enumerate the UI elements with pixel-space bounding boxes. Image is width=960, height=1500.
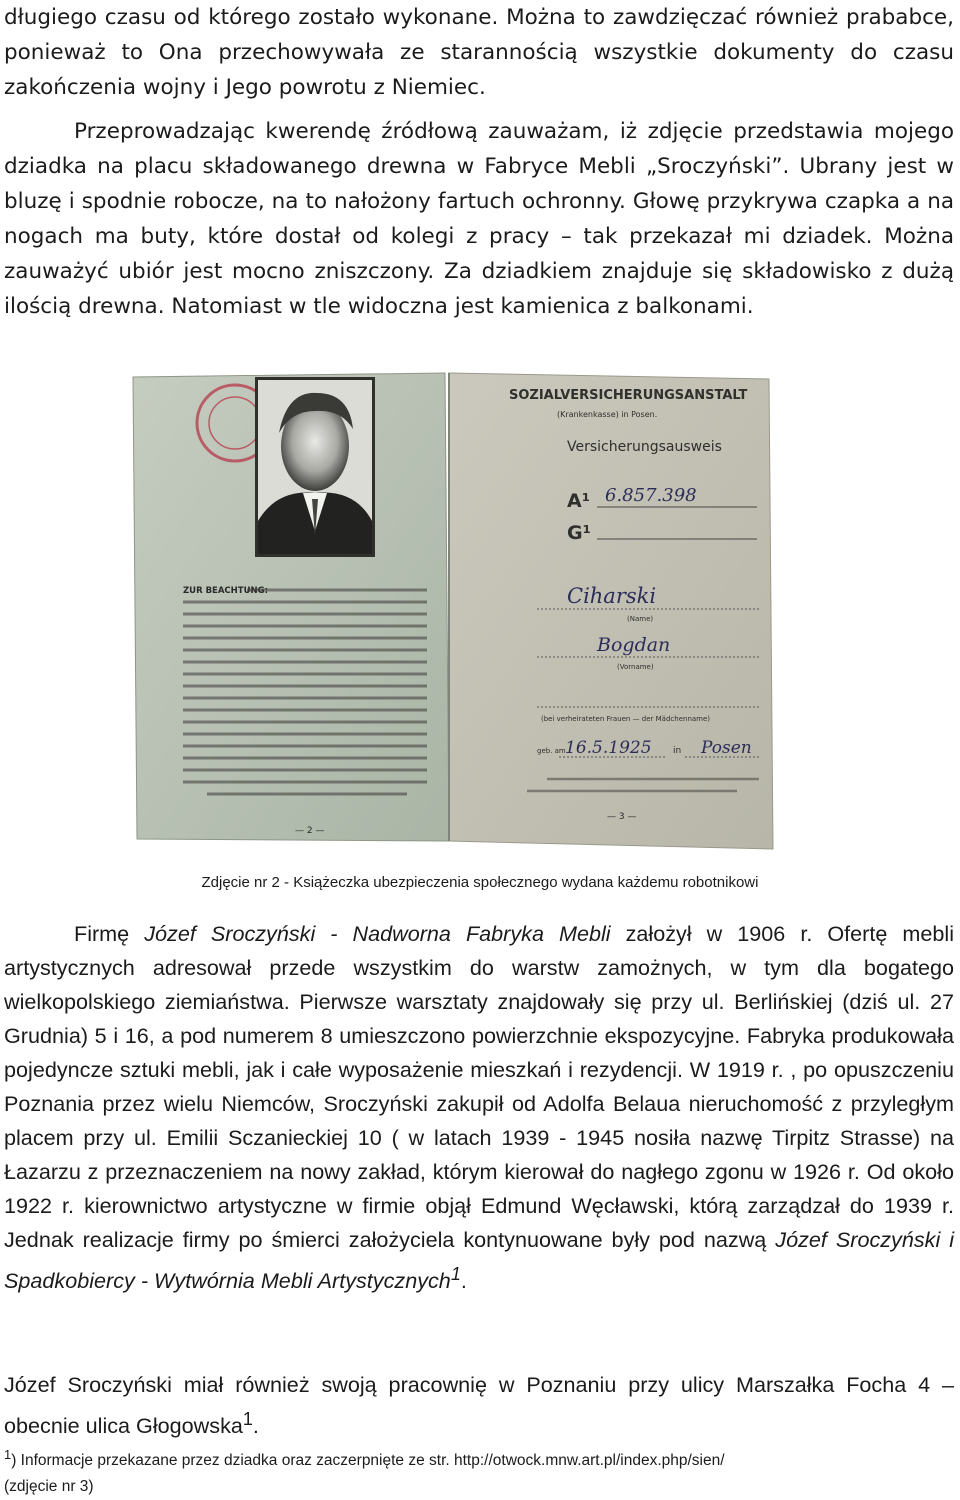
history-paragraph [4, 917, 954, 1298]
page-number-left: — 2 — [295, 826, 325, 836]
company-successor-name: Józef Sroczyński i Spadkobiercy - Wytwórnia Mebli Artystycznych [4, 1227, 954, 1294]
sentence: Głowę przykrywa czapka a na nogach ma buty, które dostał od kolegi z pracy – tak przekazał mi dziadek. [4, 189, 954, 249]
field-g-label: G¹ [567, 522, 591, 544]
photo-reference: (zdjęcie nr 3) [4, 1478, 94, 1496]
notice-heading: ZUR BEACHTUNG: [183, 586, 268, 596]
maiden-label: (bei verheirateten Frauen — der Mädchenname) [541, 715, 711, 723]
field-a-value: 6.857.398 [605, 485, 697, 506]
footnote [4, 1442, 954, 1500]
photo-description-paragraph [4, 114, 954, 324]
firstname-label: (Vorname) [617, 663, 654, 671]
figure-caption: Zdjęcie nr 2 - Książeczka ubezpieczenia społecznego wydana każdemu robotnikowi [201, 874, 759, 891]
footnote-ref: 1 [242, 1409, 253, 1429]
sentence: Natomiast w tle widoczna jest kamienica z balkonami. [171, 294, 754, 319]
surname-value: Ciharski [567, 584, 657, 608]
insurance-booklet-image [127, 371, 777, 851]
sentence: Ubrany jest w bluzę i spodnie robocze, na to nałożony fartuch ochronny. [4, 154, 954, 214]
sentence: Za dziadkiem znajduje się składowisko z dużą ilością drewna. [4, 259, 954, 319]
sentence: Można zauważyć ubiór jest mocno zniszczony. [4, 224, 955, 284]
footnote-ref: 1 [450, 1264, 461, 1284]
birth-in-label: in [673, 746, 682, 756]
company-name: Józef Sroczyński - Nadworna Fabryka Mebli [144, 921, 611, 946]
booklet-drawing [127, 371, 777, 851]
form-header: SOZIALVERSICHERUNGSANSTALT [509, 388, 748, 403]
birth-label: geb. am [537, 747, 566, 755]
workshop-paragraph [4, 1368, 954, 1443]
sentence: Przeprowadzając kwerendę źródłową zauważam, iż zdjęcie przedstawia mojego dziadka na placu składowanego drewna w Fabryce Mebli „Sroczyński”. [4, 119, 954, 179]
page-number-right: — 3 — [607, 812, 637, 822]
text-run: Firmę [74, 921, 130, 946]
form-subheader: (Krankenkasse) in Posen. [557, 410, 658, 419]
intro-paragraph: długiego czasu od którego zostało wykonane. Można to zawdzięczać również prababce, ponieważ to Ona przechowywała ze starannością wszystkie dokumenty do czasu zakończenia wojny i Jego powrotu z Niemiec. [4, 5, 954, 100]
text-run: . [252, 1413, 259, 1439]
surname-label: (Name) [627, 615, 654, 623]
portrait-photo [255, 377, 375, 557]
firstname-value: Bogdan [597, 634, 671, 656]
form-title: Versicherungsausweis [567, 439, 722, 455]
footnote-text: ) Informacje przekazane przez dziadka oraz zaczerpnięte ze str. http://otwock.mnw.art.pl/index.php/sien/ [11, 1452, 725, 1470]
text-run: Józef Sroczyński miał również swoją pracownię w Poznaniu przy ulicy Marszałka Focha 4 – obecnie ulica Głogowska [4, 1372, 954, 1439]
footnote-mark: 1 [4, 1447, 12, 1462]
text-run: założył w 1906 r. Ofertę mebli artystycznych adresował przede wszystkim do warstw zamożnych, w tym dla bogatego wielkopolskiego ziemiaństwa. Pierwsze warsztaty znajdowały się przy ul. Berlińskiej (dziś ul. 27 Grudnia) 5 i 16, a pod numerem 8 umieszczono powierzchnie ekspozycyjne. Fabryka produkowała pojedyncze sztuki mebli, jak i całe wyposażenie mieszkań i rezydencji. W 1919 r. , po opuszczeniu Poznania przez wielu Niemców, Sroczyński zakupił od Adolfa Belaua nieruchomość z przyległym placem przy ul. Emilii Sczanieckiej 10 ( w latach 1939 - 1945 nosiła nazwę Tirpitz Strasse) na Łazarzu z przeznaczeniem na nowy zakład, którym kierował do nagłego zgonu w 1926 r. Od około 1922 r. kierownictwo artystyczne w firmie objął Edmund Węcławski, którą zarządzał do 1939 r. Jednak realizacje firmy po śmierci założyciela kontynuowane były pod nazwą [4, 921, 955, 1252]
text-run: . [460, 1268, 467, 1294]
field-a-label: A¹ [567, 490, 591, 512]
birth-date: 16.5.1925 [565, 738, 652, 758]
birth-place: Posen [701, 738, 752, 758]
